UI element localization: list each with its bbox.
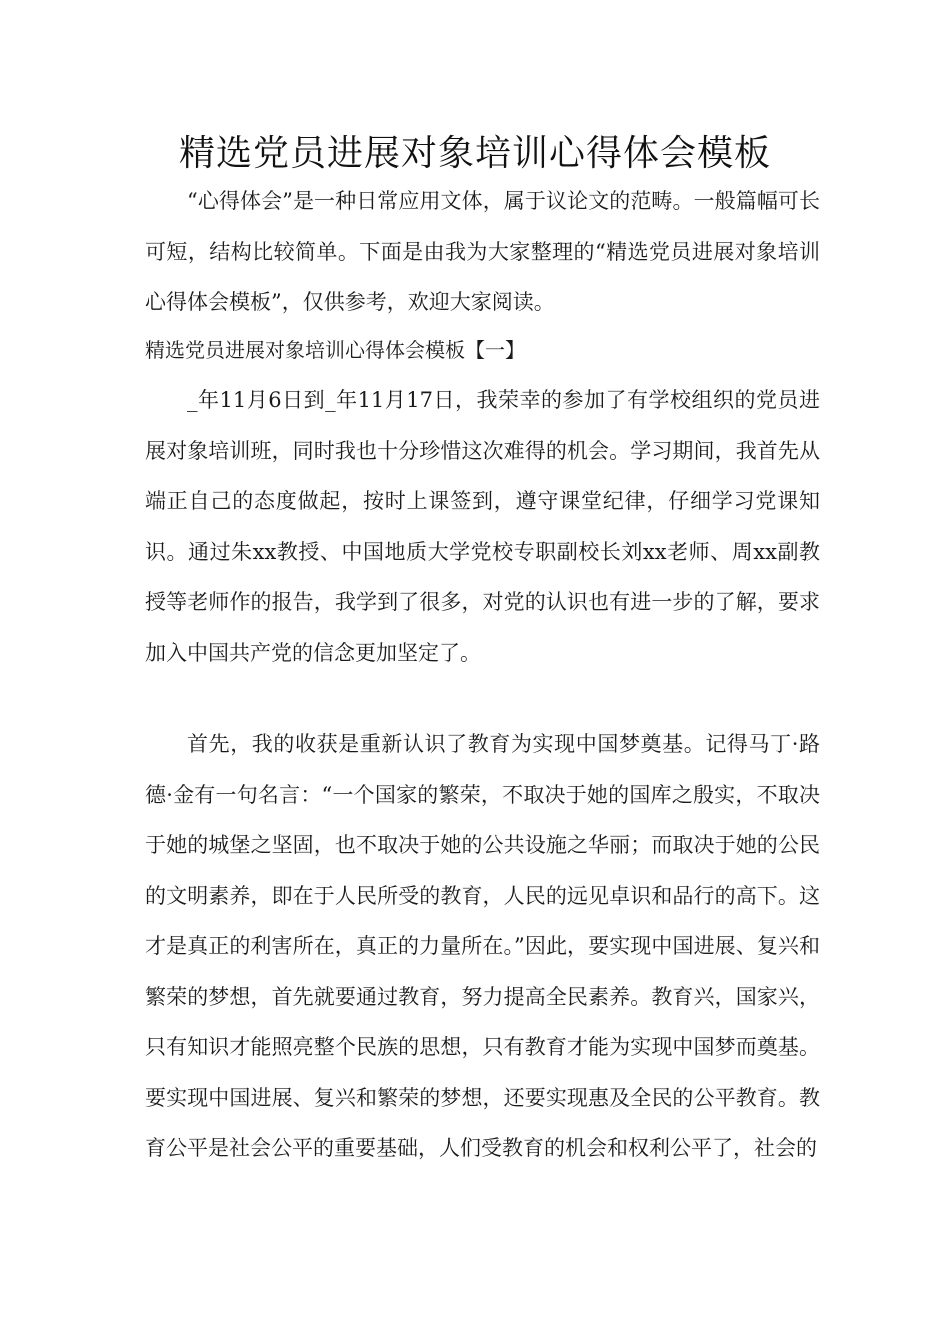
body-paragraph-2: 首先，我的收获是重新认识了教育为实现中国梦奠基。记得马丁·路德·金有一句名言：“一个国家的繁荣，不取决于她的国库之殷实，不取决于她的城堡之坚固，也不取决于她的公共设施之华丽；而取决于她的公民的文明素养，即在于人民所受的教育，人民的远见卓识和品行的高下。这才是真正的利害所在，真正的力量所在。”因此，要实现中国进展、复兴和繁荣的梦想，首先就要通过教育，努力提高全民素养。教育兴，国家兴，只有知识才能照亮整个民族的思想，只有教育才能为实现中国梦而奠基。要实现中国进展、复兴和繁荣的梦想，还要实现惠及全民的公平教育。教育公平是社会公平的重要基础，人们受教育的机会和权利公平了，社会的 [145,732,820,1160]
intro-paragraph: “心得体会”是一种日常应用文体，属于议论文的范畴。一般篇幅可长可短，结构比较简单。下面是由我为大家整理的“精选党员进展对象培训心得体会模板”，仅供参考，欢迎大家阅读。 [145,189,820,314]
body-paragraph-1: _年11月6日到_年11月17日，我荣幸的参加了有学校组织的党员进展对象培训班，同时我也十分珍惜这次难得的机会。学习期间，我首先从端正自己的态度做起，按时上课签到，遵守课堂纪律，仔细学习党课知识。通过朱xx教授、中国地质大学党校专职副校长刘xx老师、周xx副教授等老师作的报告，我学到了很多，对党的认识也有进一步的了解，要求加入中国共产党的信念更加坚定了。 [145,388,820,665]
document-title: 精选党员进展对象培训心得体会模板 [178,133,771,174]
section-heading: 精选党员进展对象培训心得体会模板【一】 [145,338,525,362]
